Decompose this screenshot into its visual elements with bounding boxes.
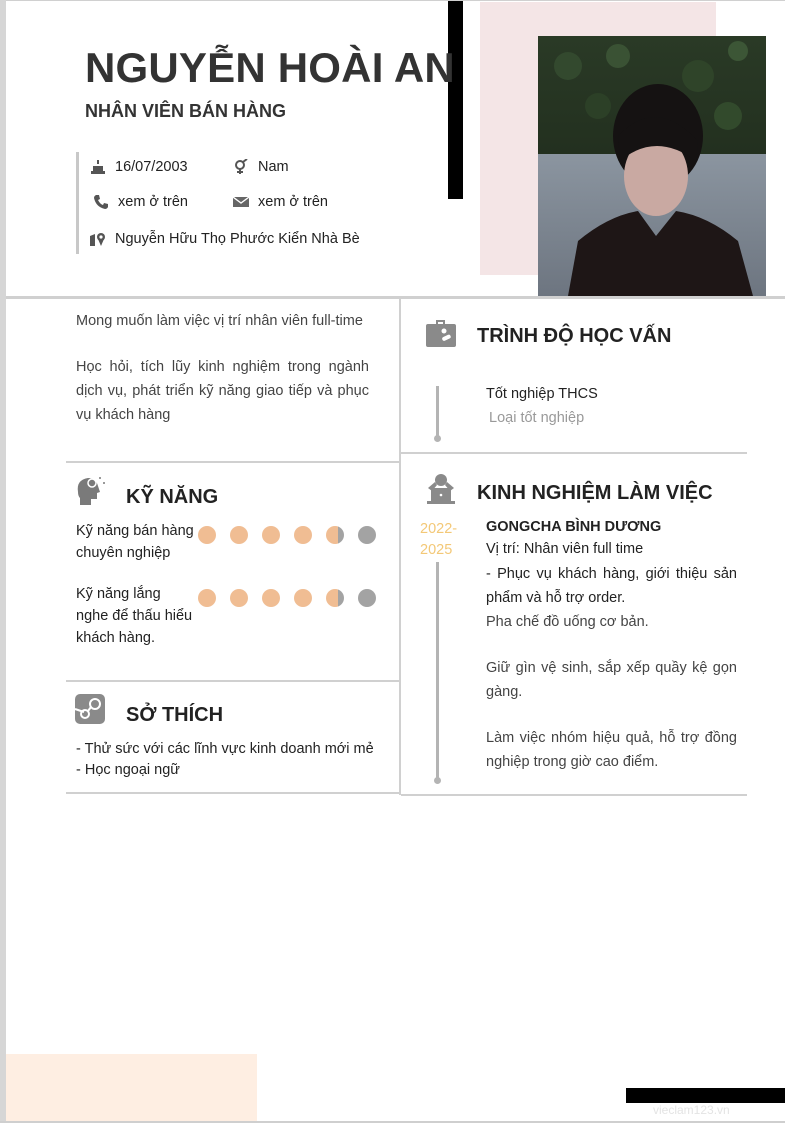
contact-info xyxy=(76,152,406,254)
education-timeline xyxy=(436,386,439,438)
contact-email xyxy=(232,193,328,211)
year-end: 2025 xyxy=(420,542,453,558)
experience-years xyxy=(420,519,460,561)
rating-dot xyxy=(230,526,248,544)
hobby-item: - Học ngoại ngữ xyxy=(76,762,181,778)
experience-description xyxy=(486,562,737,774)
education-divider xyxy=(401,452,747,454)
objective-paragraph: Mong muốn làm việc vị trí nhân viên full-time xyxy=(76,313,363,329)
user-laptop-icon xyxy=(425,473,457,505)
contact-phone xyxy=(92,193,188,211)
black-decor-bar xyxy=(448,1,463,199)
timeline-dot xyxy=(434,777,441,784)
black-footer-bar xyxy=(626,1088,785,1103)
peach-decor-block xyxy=(6,1054,257,1121)
phone-icon xyxy=(92,193,110,211)
objective-paragraph: Học hỏi, tích lũy kinh nghiệm trong ngành dịch vụ, phát triển kỹ năng giao tiếp và phục vụ khách hàng xyxy=(76,359,369,423)
hobbies-list xyxy=(76,739,374,781)
rating-dot xyxy=(262,589,280,607)
gender-icon xyxy=(232,158,250,176)
header-divider xyxy=(6,296,785,299)
hobbies-divider xyxy=(66,792,400,794)
column-divider xyxy=(399,299,401,795)
career-objective xyxy=(76,309,369,449)
timeline-dot xyxy=(434,435,441,442)
rating-dot xyxy=(230,589,248,607)
watermark: vieclam123.vn xyxy=(653,1103,730,1117)
rating-dot xyxy=(198,589,216,607)
birthday-cake-icon xyxy=(89,158,107,176)
rating-dot xyxy=(198,526,216,544)
rating-dot xyxy=(358,526,376,544)
education-name: Tốt nghiệp THCS xyxy=(486,386,598,402)
hobbies-header xyxy=(74,690,223,727)
duty-line: Giữ gìn vệ sinh, sắp xếp quầy kệ gọn gàng. xyxy=(486,660,737,700)
head-lightbulb-icon xyxy=(74,474,106,506)
rating-dot xyxy=(294,526,312,544)
briefcase-icon xyxy=(425,318,457,350)
email-value[interactable]: xem ở trên xyxy=(258,194,328,210)
skill-name: Kỹ năng lắng nghe để thấu hiểu khách hàng. xyxy=(76,586,193,646)
rating-dot xyxy=(326,589,344,607)
gender-value: Nam xyxy=(258,159,289,175)
skills-divider xyxy=(66,680,400,682)
job-position: Vị trí: Nhân viên full time xyxy=(486,541,644,557)
rating-dot xyxy=(262,526,280,544)
objective-divider xyxy=(66,461,400,463)
education-header xyxy=(425,318,671,350)
steam-icon xyxy=(74,693,106,725)
experience-title: KINH NGHIỆM LÀM VIỆC xyxy=(477,482,713,504)
phone-value[interactable]: xem ở trên xyxy=(118,194,188,210)
duty-line: Làm việc nhóm hiệu quả, hỗ trợ đồng nghiệp trong giờ cao điểm. xyxy=(486,730,737,770)
envelope-icon xyxy=(232,193,250,211)
page-left-edge xyxy=(0,0,6,1123)
profile-photo xyxy=(538,36,766,296)
skill-name: Kỹ năng bán hàng chuyên nghiệp xyxy=(76,523,194,561)
map-marker-icon xyxy=(89,230,107,248)
job-title: NHÂN VIÊN BÁN HÀNG xyxy=(85,101,287,121)
rating-dot xyxy=(358,589,376,607)
contact-birthday xyxy=(89,158,188,176)
skills-title: KỸ NĂNG xyxy=(126,486,219,508)
hobby-item: - Thử sức với các lĩnh vực kinh doanh mới mẻ xyxy=(76,741,374,757)
birthday-value: 16/07/2003 xyxy=(115,159,188,175)
address-value: Nguyễn Hữu Thọ Phước Kiển Nhà Bè xyxy=(115,231,360,247)
hobbies-title: SỞ THÍCH xyxy=(126,704,224,726)
education-title: TRÌNH ĐỘ HỌC VẤN xyxy=(477,324,672,347)
experience-divider xyxy=(401,794,747,796)
skill-rating xyxy=(198,526,390,544)
rating-dot xyxy=(326,526,344,544)
education-detail: Loại tốt nghiệp xyxy=(489,410,585,426)
page-top-border xyxy=(0,0,785,1)
year-start: 2022- xyxy=(420,521,458,537)
experience-header xyxy=(425,472,713,505)
duty-line: - Phục vụ khách hàng, giới thiệu sản phẩm và hỗ trợ order. xyxy=(486,566,737,606)
duty-line: Pha chế đồ uống cơ bản. xyxy=(486,614,649,630)
skill-rating xyxy=(198,589,390,607)
experience-timeline xyxy=(436,562,439,780)
contact-gender xyxy=(232,158,289,176)
skills-header xyxy=(74,470,218,509)
candidate-name: NGUYỄN HOÀI AN xyxy=(85,44,455,91)
rating-dot xyxy=(294,589,312,607)
contact-address xyxy=(89,230,360,248)
company-name: GONGCHA BÌNH DƯƠNG xyxy=(486,519,662,535)
